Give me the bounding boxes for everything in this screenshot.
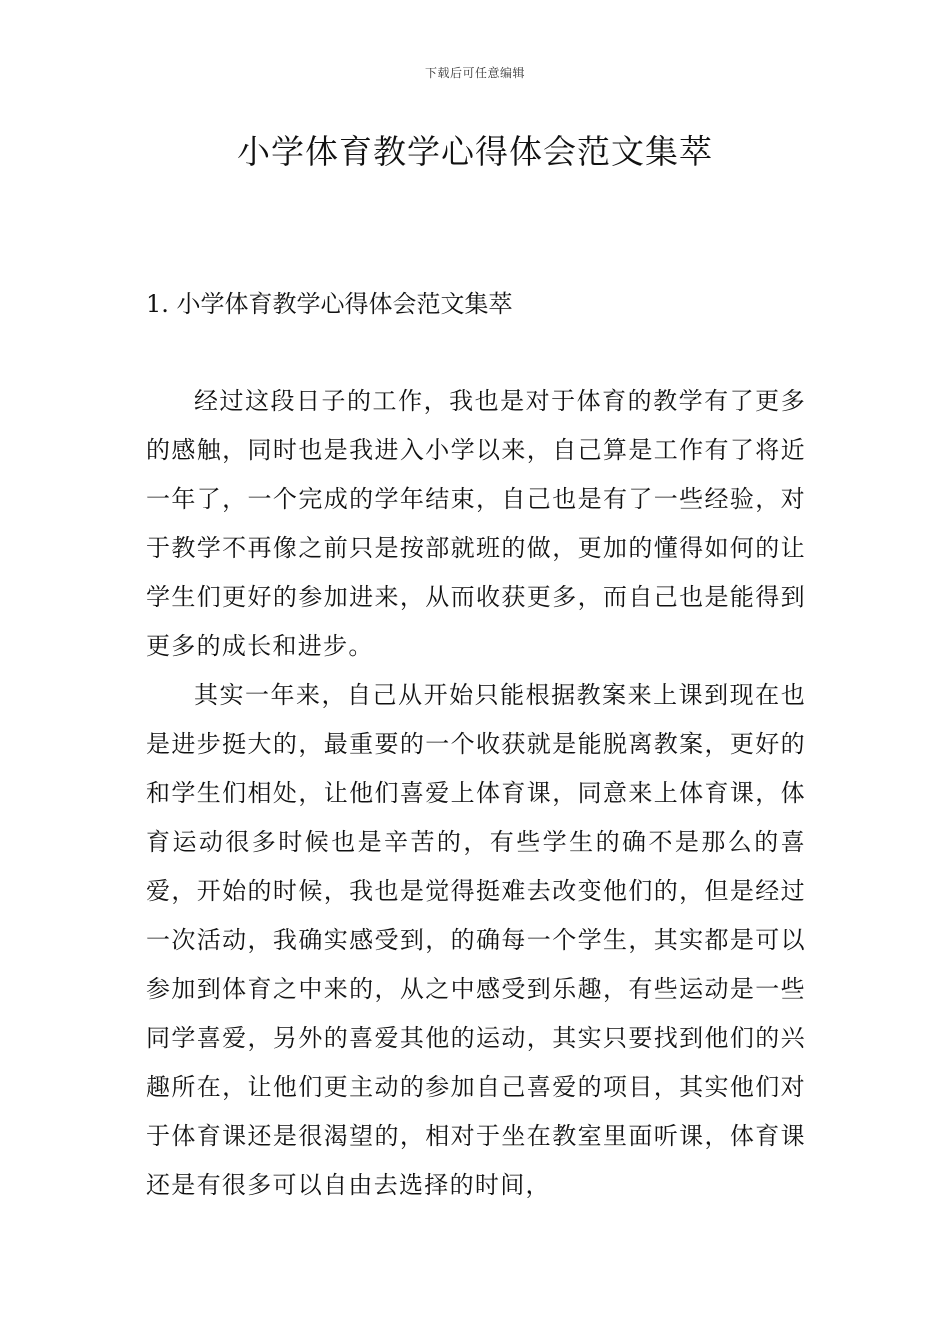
document-title: 小学体育教学心得体会范文集萃 xyxy=(237,132,713,171)
section-heading: 1. 小学体育教学心得体会范文集萃 xyxy=(146,290,513,318)
paragraph: 其实一年来，自己从开始只能根据教案来上课到现在也是进步挺大的，最重要的一个收获就是能脱离教案，更好的和学生们相处，让他们喜爱上体育课，同意来上体育课，体育运动很多时候也是辛苦的，有些学生的确不是那么的喜爱，开始的时候，我也是觉得挺难去改变他们的，但是经过一次活动，我确实感受到，的确每一个学生，其实都是可以参加到体育之中来的，从之中感受到乐趣，有些运动是一些同学喜爱，另外的喜爱其他的运动，其实只要找到他们的兴趣所在，让他们更主动的参加自己喜爱的项目，其实他们对于体育课还是很渴望的，相对于坐在教室里面听课，体育课还是有很多可以自由去选择的时间， xyxy=(146,681,806,1199)
document-body xyxy=(146,377,806,1210)
paragraph: 经过这段日子的工作，我也是对于体育的教学有了更多的感触，同时也是我进入小学以来，自己算是工作有了将近一年了，一个完成的学年结束，自己也是有了一些经验，对于教学不再像之前只是按部就班的做，更加的懂得如何的让学生们更好的参加进来，从而收获更多，而自己也是能得到更多的成长和进步。 xyxy=(146,387,806,660)
header-note: 下载后可任意编辑 xyxy=(424,66,525,80)
